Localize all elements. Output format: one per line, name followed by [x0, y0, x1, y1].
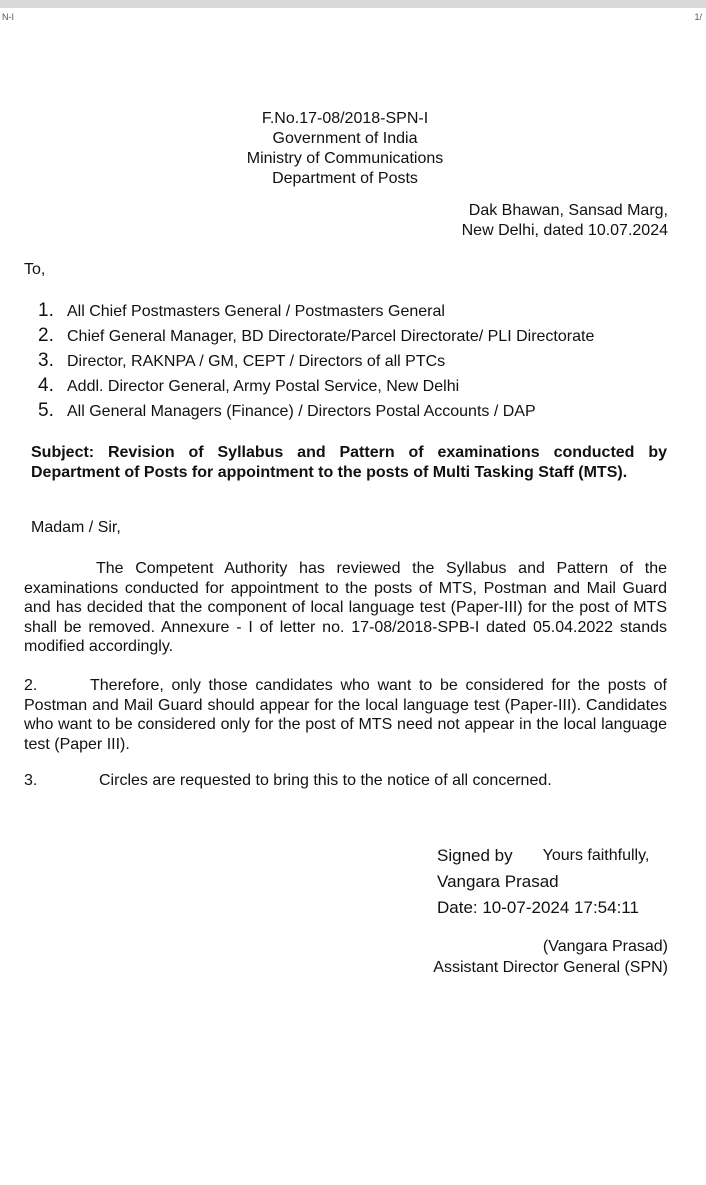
- paragraph-3: [24, 771, 667, 791]
- paragraph-2: [24, 676, 667, 754]
- recipient-number: 3.: [38, 350, 54, 371]
- recipient-text: All General Managers (Finance) / Directors Postal Accounts / DAP: [67, 403, 536, 420]
- recipient-number: 5.: [38, 400, 54, 421]
- recipient-item: [38, 400, 688, 425]
- recipient-text: Chief General Manager, BD Directorate/Parcel Directorate/ PLI Directorate: [67, 328, 595, 345]
- officer-block: [433, 936, 668, 978]
- header-department: Department of Posts: [272, 170, 418, 187]
- closing-line: Yours faithfully,: [542, 847, 650, 864]
- paragraph-number: 3.: [24, 772, 38, 789]
- place-and-date: [462, 201, 668, 241]
- paragraph-text: Therefore, only those candidates who want to be considered for the posts of Postman and Mail Guard should appear for the local language test (Paper-III). Candidates who want to be considered only for the post of MTS need not appear in the local language test (Paper III).: [24, 677, 667, 753]
- signature-date: Date: 10-07-2024 17:54:11: [437, 898, 639, 917]
- officer-name: (Vangara Prasad): [542, 938, 668, 955]
- recipient-number: 1.: [38, 300, 54, 321]
- to-label: To,: [24, 261, 46, 278]
- file-number: F.No.17-08/2018-SPN-I: [261, 110, 429, 127]
- viewer-top-bar: [0, 0, 706, 8]
- header-ministry: Ministry of Communications: [246, 150, 444, 167]
- corner-mark-right: 1/: [694, 12, 702, 22]
- recipient-item: [38, 350, 688, 375]
- date-line: New Delhi, dated 10.07.2024: [461, 222, 668, 239]
- recipient-text: All Chief Postmasters General / Postmasters General: [67, 303, 445, 320]
- header-government: Government of India: [272, 130, 418, 147]
- salutation: Madam / Sir,: [31, 519, 121, 536]
- recipient-item: [38, 375, 688, 400]
- officer-designation: Assistant Director General (SPN): [433, 959, 668, 976]
- place-line: Dak Bhawan, Sansad Marg,: [468, 202, 668, 219]
- recipient-item: [38, 300, 688, 325]
- paragraph-1: The Competent Authority has reviewed the Syllabus and Pattern of the examinations conducted for appointment to the posts of MTS, Postman and Mail Guard and has decided that the component of local language test (Paper-III) for the post of MTS shall be removed. Annexure - I of letter no. 17-08/2018-SPB-I dated 05.04.2022 stands modified accordingly.: [24, 560, 667, 655]
- recipient-list: [38, 300, 688, 425]
- recipient-number: 2.: [38, 325, 54, 346]
- recipient-text: Director, RAKNPA / GM, CEPT / Directors of all PTCs: [67, 353, 446, 370]
- corner-mark-left: N-I: [2, 12, 14, 22]
- paragraph-number: 2.: [24, 677, 38, 694]
- recipient-item: [38, 325, 688, 350]
- signed-by-label: Signed by: [437, 846, 513, 865]
- letter-header: [0, 109, 690, 189]
- recipient-number: 4.: [38, 375, 54, 396]
- signer-name: Vangara Prasad: [437, 872, 559, 891]
- subject-line: Subject: Revision of Syllabus and Pattern of examinations conducted by Department of Posts for appointment to the posts of Multi Tasking Staff (MTS).: [31, 444, 667, 481]
- paragraph-text: Circles are requested to bring this to the notice of all concerned.: [99, 772, 552, 789]
- digital-signature-block: [437, 843, 677, 921]
- recipient-text: Addl. Director General, Army Postal Service, New Delhi: [67, 378, 460, 395]
